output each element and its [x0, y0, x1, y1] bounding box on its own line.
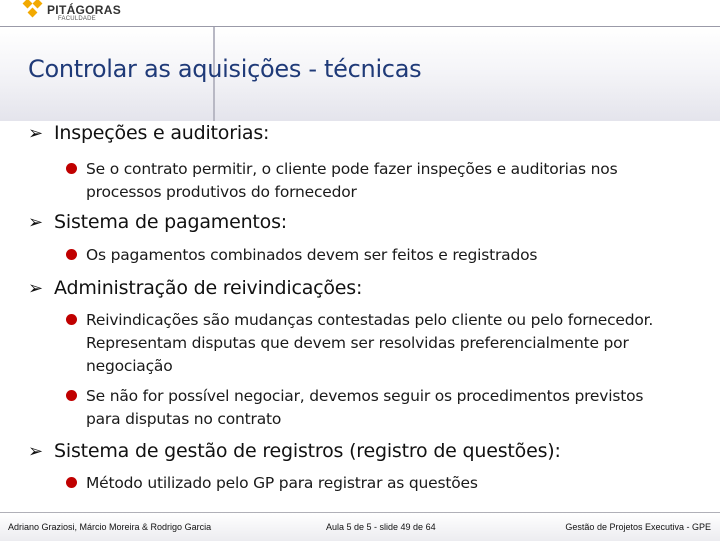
bullet-line: para disputas no contrato [86, 410, 282, 428]
bullet-line: processos produtivos do fornecedor [86, 183, 357, 201]
section-heading-text: Inspeções e auditorias: [54, 122, 270, 144]
section-heading [28, 440, 561, 462]
section-heading [28, 122, 269, 144]
bullet-line: negociação [86, 357, 173, 375]
bullet-line: Os pagamentos combinados devem ser feitos e registrados [86, 246, 538, 264]
red-dot-bullet-icon [66, 249, 77, 260]
arrow-bullet-icon: ➢ [28, 212, 43, 233]
section-heading [28, 277, 362, 299]
footer-course: Gestão de Projetos Executiva - GPE [565, 522, 711, 532]
red-dot-bullet-icon [66, 477, 77, 488]
bullet-line: Reivindicações são mudanças contestadas pelo cliente ou pelo fornecedor. [86, 311, 654, 329]
section-heading-text: Sistema de gestão de registros (registro de questões): [54, 440, 561, 462]
red-dot-bullet-icon [66, 314, 77, 325]
bullet-line: Método utilizado pelo GP para registrar as questões [86, 474, 478, 492]
red-dot-bullet-icon [66, 390, 77, 401]
section-heading [28, 211, 287, 233]
bullet-line: Se não for possível negociar, devemos seguir os procedimentos previstos [86, 387, 644, 405]
footer-authors: Adriano Graziosi, Márcio Moreira & Rodrigo Garcia [8, 522, 212, 532]
red-dot-bullet-icon [66, 163, 77, 174]
slide-title: Controlar as aquisições - técnicas [28, 55, 422, 83]
section-heading-text: Administração de reivindicações: [54, 277, 363, 299]
arrow-bullet-icon: ➢ [28, 278, 43, 299]
slide-footer [0, 512, 720, 541]
logo-subtitle: FACULDADE [58, 16, 96, 22]
arrow-bullet-icon: ➢ [28, 123, 43, 144]
footer-slide-number: Aula 5 de 5 - slide 49 de 64 [326, 522, 436, 532]
logo-name: PITÁGORAS [47, 3, 122, 17]
bullet-line: Se o contrato permitir, o cliente pode fazer inspeções e auditorias nos [86, 160, 618, 178]
bullet-line: Representam disputas que devem ser resolvidas preferencialmente por [86, 334, 629, 352]
arrow-bullet-icon: ➢ [28, 441, 43, 462]
section-heading-text: Sistema de pagamentos: [54, 211, 287, 233]
